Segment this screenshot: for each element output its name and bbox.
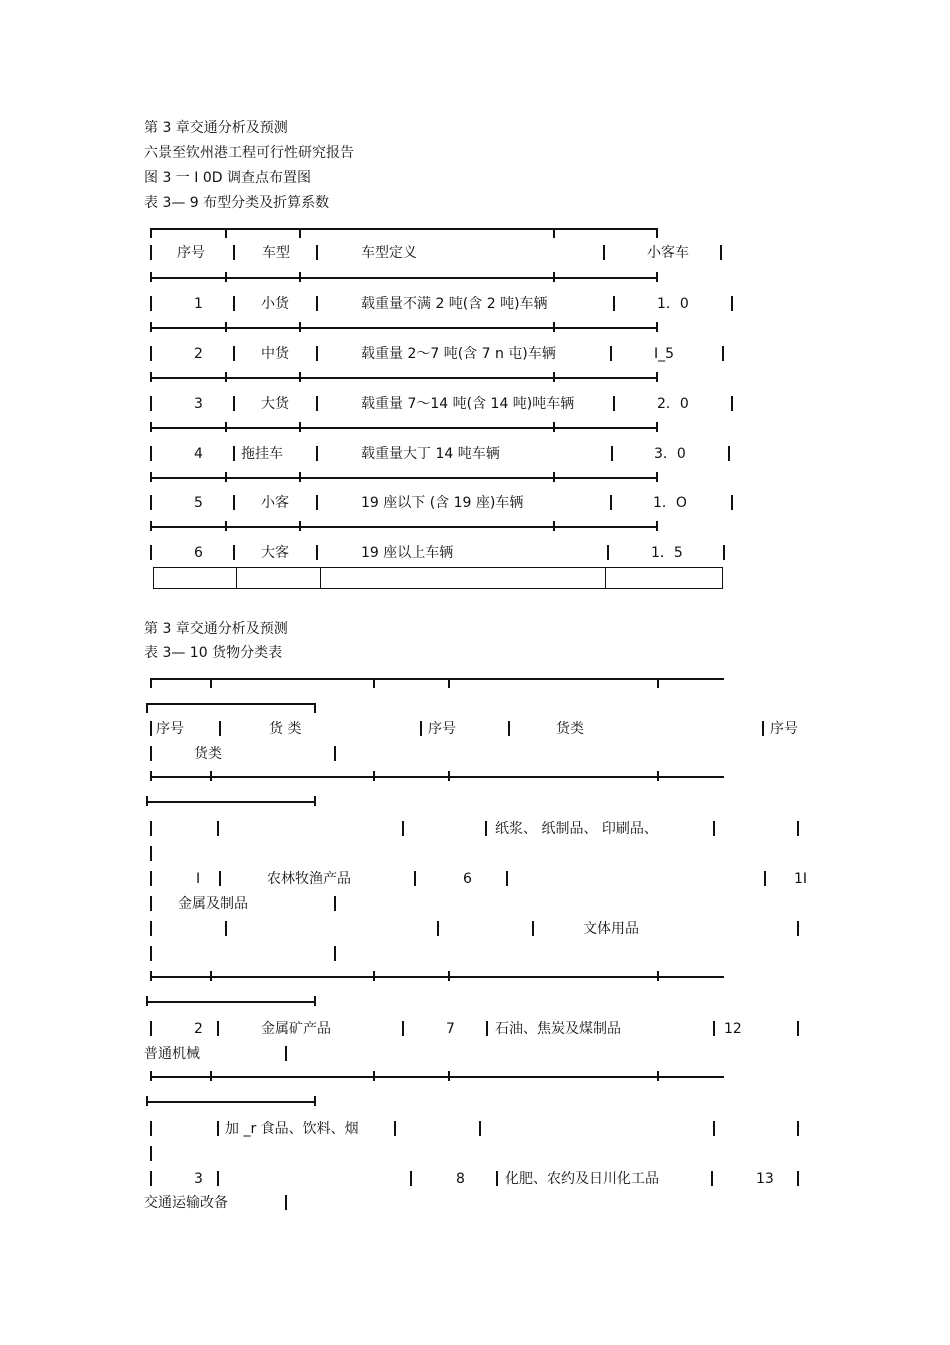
table-tick <box>150 678 152 688</box>
cell-bar <box>316 396 318 411</box>
table-tick <box>150 228 152 238</box>
cargo-no: 12 <box>724 1021 742 1037</box>
table-tick <box>448 678 450 688</box>
table-tick <box>146 1096 148 1106</box>
table-tick <box>553 272 555 282</box>
cell-bar <box>225 921 227 936</box>
cell-bar <box>611 446 613 461</box>
row-coefficient: 1．0 <box>657 296 689 312</box>
table-tick <box>656 472 658 482</box>
cell-bar <box>285 1195 287 1210</box>
cell-bar <box>479 1121 481 1136</box>
cell-bar <box>797 1121 799 1136</box>
table-tick <box>299 322 301 332</box>
cargo-no: 8 <box>456 1171 465 1187</box>
cell-bar <box>613 296 615 311</box>
table-tick <box>150 1071 152 1081</box>
table-tick <box>225 228 227 238</box>
cargo-name: 金属及制品 <box>178 896 248 912</box>
cell-bar <box>150 821 152 836</box>
cell-bar <box>496 1171 498 1186</box>
row-no: 6 <box>194 545 203 561</box>
table-tick <box>553 228 555 238</box>
cell-bar <box>603 245 605 260</box>
row-type: 拖挂车 <box>241 446 283 462</box>
cell-bar <box>150 1146 152 1161</box>
header-no: 序号 <box>156 721 184 737</box>
cell-bar <box>150 296 152 311</box>
cell-bar <box>217 1021 219 1036</box>
row-coefficient: I_5 <box>654 346 675 362</box>
cargo-name: 普通机械 <box>144 1046 200 1062</box>
cell-bar <box>150 946 152 961</box>
table-tick <box>299 521 301 531</box>
cell-bar <box>150 721 152 736</box>
cargo-no: 7 <box>446 1021 455 1037</box>
table-tick <box>553 472 555 482</box>
cell-bar <box>486 1021 488 1036</box>
table-tick <box>657 678 659 688</box>
table-tick <box>150 272 152 282</box>
table-tick <box>656 322 658 332</box>
table-tick <box>210 678 212 688</box>
cell-bar <box>150 1121 152 1136</box>
cargo-name: 金属矿产品 <box>261 1021 331 1037</box>
cargo-no: 3 <box>194 1171 203 1187</box>
table-tick <box>314 703 316 713</box>
row-no: 2 <box>194 346 203 362</box>
cell-bar <box>762 721 764 736</box>
figure-caption: 图 3 一 I 0D 调查点布置图 <box>144 170 311 186</box>
table-tick <box>150 322 152 332</box>
cell-bar <box>410 1171 412 1186</box>
cargo-name: 加 _r 食品、饮料、烟 <box>225 1121 359 1137</box>
cell-bar <box>316 245 318 260</box>
table-tick <box>150 372 152 382</box>
header-no-3: 序号 <box>770 721 798 737</box>
cell-bar <box>316 296 318 311</box>
row-definition: 载重量不满 2 吨(含 2 吨)车辆 <box>361 296 548 312</box>
cell-bar <box>797 921 799 936</box>
table-tick <box>225 521 227 531</box>
cell-bar <box>233 495 235 510</box>
row-coefficient: 1．5 <box>651 545 683 561</box>
cell-bar <box>437 921 439 936</box>
cell-bar <box>233 296 235 311</box>
cell-bar <box>150 746 152 761</box>
box-divider <box>236 567 237 589</box>
cargo-no: 2 <box>194 1021 203 1037</box>
header-type: 车型 <box>262 245 290 261</box>
table-tick <box>225 422 227 432</box>
header-category-2: 货类 <box>556 721 584 737</box>
cell-bar <box>217 821 219 836</box>
cell-bar <box>150 446 152 461</box>
cell-bar <box>150 871 152 886</box>
table-tick <box>656 272 658 282</box>
row-separator <box>150 776 724 778</box>
cell-bar <box>764 871 766 886</box>
table-tick <box>373 971 375 981</box>
cell-bar <box>402 1021 404 1036</box>
cargo-name: 纸浆、 纸制品、 印刷品、 <box>495 821 658 837</box>
cell-bar <box>610 346 612 361</box>
cargo-name: 文体用品 <box>583 921 639 937</box>
table-tick <box>150 771 152 781</box>
table-tick <box>299 422 301 432</box>
cell-bar <box>150 921 152 936</box>
cargo-no: 6 <box>463 871 472 887</box>
table-tick <box>146 996 148 1006</box>
row-no: 4 <box>194 446 203 462</box>
table-tick <box>657 971 659 981</box>
cell-bar <box>150 396 152 411</box>
table-tick <box>656 228 658 238</box>
cell-bar <box>219 871 221 886</box>
row-separator <box>150 1076 724 1078</box>
cell-bar <box>731 495 733 510</box>
cell-bar <box>613 396 615 411</box>
cell-bar <box>233 346 235 361</box>
table-tick <box>150 971 152 981</box>
table-tick <box>553 322 555 332</box>
table-border <box>146 703 316 705</box>
cell-bar <box>797 1171 799 1186</box>
cell-bar <box>217 1171 219 1186</box>
cell-bar <box>150 245 152 260</box>
header-category: 货 类 <box>269 721 302 737</box>
cell-bar <box>731 296 733 311</box>
header-coefficient: 小客车 <box>647 245 689 261</box>
row-separator <box>150 976 724 978</box>
table-tick <box>553 422 555 432</box>
box-divider <box>320 567 321 589</box>
cell-bar <box>797 1021 799 1036</box>
cell-bar <box>334 946 336 961</box>
cell-bar <box>233 396 235 411</box>
cell-bar <box>233 446 235 461</box>
table-tick <box>299 272 301 282</box>
cell-bar <box>334 896 336 911</box>
table-tick <box>210 971 212 981</box>
cargo-name: 农林牧渔产品 <box>267 871 351 887</box>
table-tick <box>146 796 148 806</box>
row-definition: 载重量 7～14 吨(含 14 吨)吨车辆 <box>361 396 575 412</box>
cell-bar <box>394 1121 396 1136</box>
table-tick <box>657 1071 659 1081</box>
row-type: 小货 <box>261 296 289 312</box>
cargo-name: 石油、焦炭及煤制品 <box>495 1021 621 1037</box>
row-definition: 载重量大丁 14 吨车辆 <box>361 446 500 462</box>
chapter-title-2: 第 3 章交通分析及预测 <box>144 621 288 637</box>
row-no: 1 <box>194 296 203 312</box>
row-definition: 载重量 2～7 吨(含 7 n 屯)车辆 <box>361 346 556 362</box>
cell-bar <box>316 495 318 510</box>
table-tick <box>448 971 450 981</box>
table-tick <box>448 1071 450 1081</box>
chapter-title: 第 3 章交通分析及预测 <box>144 120 288 136</box>
cell-bar <box>532 921 534 936</box>
cargo-no: 13 <box>756 1171 774 1187</box>
cell-bar <box>506 871 508 886</box>
table-tick <box>299 228 301 238</box>
cargo-name: 交通运输改备 <box>144 1195 228 1211</box>
header-definition: 车型定义 <box>361 245 417 261</box>
cell-bar <box>150 1171 152 1186</box>
row-type: 中货 <box>261 346 289 362</box>
cell-bar <box>217 1121 219 1136</box>
row-separator <box>146 1001 316 1003</box>
cargo-name: 化肥、农约及日川化工品 <box>505 1171 659 1187</box>
row-type: 大客 <box>261 545 289 561</box>
table-caption: 表 3— 9 布型分类及折算系数 <box>144 195 330 211</box>
row-coefficient: 2．0 <box>657 396 689 412</box>
cell-bar <box>334 746 336 761</box>
cell-bar <box>731 396 733 411</box>
cell-bar <box>610 495 612 510</box>
cargo-no: 1I <box>794 871 808 887</box>
table-caption-2: 表 3— 10 货物分类表 <box>144 645 283 661</box>
table-tick <box>656 372 658 382</box>
cell-bar <box>711 1171 713 1186</box>
table-tick <box>657 771 659 781</box>
cell-bar <box>713 1121 715 1136</box>
table-tick <box>299 472 301 482</box>
cell-bar <box>316 346 318 361</box>
table-tick <box>656 521 658 531</box>
cell-bar <box>150 1021 152 1036</box>
cell-bar <box>414 871 416 886</box>
table-tick <box>210 1071 212 1081</box>
row-type: 小客 <box>261 495 289 511</box>
table-tick <box>146 703 148 713</box>
cell-bar <box>713 821 715 836</box>
cell-bar <box>797 821 799 836</box>
cell-bar <box>285 1046 287 1061</box>
table-tick <box>314 996 316 1006</box>
cell-bar <box>316 446 318 461</box>
cell-bar <box>233 545 235 560</box>
table-border <box>150 678 724 680</box>
cell-bar <box>728 446 730 461</box>
table-tick <box>210 771 212 781</box>
cell-bar <box>723 545 725 560</box>
table-tick <box>225 472 227 482</box>
cell-bar <box>150 545 152 560</box>
table-tick <box>373 771 375 781</box>
cell-bar <box>233 245 235 260</box>
row-coefficient: 3．0 <box>654 446 686 462</box>
header-no: 序号 <box>177 245 205 261</box>
cell-bar <box>713 1021 715 1036</box>
row-no: 5 <box>194 495 203 511</box>
table-tick <box>225 322 227 332</box>
cargo-no: I <box>196 871 201 887</box>
row-coefficient: 1．O <box>653 495 687 511</box>
table-tick <box>150 472 152 482</box>
report-title: 六景至钦州港工程可行性研究报告 <box>144 145 354 161</box>
cell-bar <box>316 545 318 560</box>
cell-bar <box>150 896 152 911</box>
table-tick <box>553 521 555 531</box>
row-separator <box>146 1101 316 1103</box>
cell-bar <box>150 346 152 361</box>
row-definition: 19 座以上车辆 <box>361 545 454 561</box>
cell-bar <box>485 821 487 836</box>
cell-bar <box>402 821 404 836</box>
cell-bar <box>150 846 152 861</box>
header-category-3: 货类 <box>194 746 222 762</box>
table-tick <box>225 272 227 282</box>
cell-bar <box>508 721 510 736</box>
cell-bar <box>722 346 724 361</box>
table-tick <box>314 796 316 806</box>
table-tick <box>373 678 375 688</box>
table-tick <box>448 771 450 781</box>
table-tick <box>299 372 301 382</box>
row-definition: 19 座以下 (含 19 座)车辆 <box>361 495 524 511</box>
table-tick <box>225 372 227 382</box>
table-tick <box>150 422 152 432</box>
table-bottom-box <box>153 567 723 589</box>
header-no-2: 序号 <box>428 721 456 737</box>
box-divider <box>605 567 606 589</box>
row-separator <box>146 801 316 803</box>
cell-bar <box>420 721 422 736</box>
table-tick <box>150 521 152 531</box>
row-type: 大货 <box>261 396 289 412</box>
cell-bar <box>607 545 609 560</box>
cell-bar <box>219 721 221 736</box>
table-tick <box>553 372 555 382</box>
table-tick <box>314 1096 316 1106</box>
table-tick <box>656 422 658 432</box>
table-tick <box>373 1071 375 1081</box>
cell-bar <box>150 495 152 510</box>
row-no: 3 <box>194 396 203 412</box>
cell-bar <box>720 245 722 260</box>
